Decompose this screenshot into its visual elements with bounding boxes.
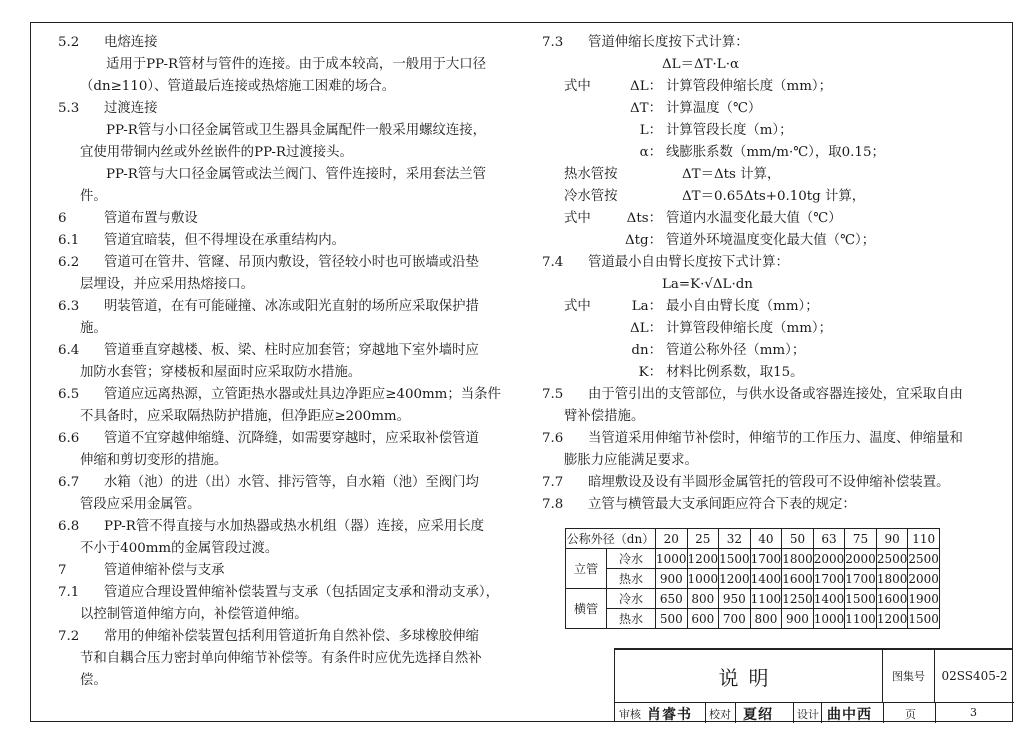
clause-text: 管道外环境温度变化最大值（℃）； [666, 233, 876, 248]
text-line [542, 230, 982, 252]
table-cell: 1400 [813, 589, 845, 609]
atlas-number: 02SS405-2 [941, 669, 1008, 683]
clause-text: 管道可在管井、管窿、吊顶内敷设，管径较小时也可嵌墙或沿垫 [104, 255, 479, 270]
table-cell: 950 [719, 589, 751, 609]
formula-case: ΔT＝0.65Δts+0.10tg 计算， [682, 189, 866, 204]
table-row [566, 609, 940, 629]
text-line [58, 32, 498, 54]
symbol: ΔL： [630, 79, 662, 94]
pipe-group: 横管 [566, 589, 607, 629]
text-line [542, 428, 982, 450]
clause-text: 常用的伸缩补偿装置包括利用管道折角自然补偿、多球橡胶伸缩 [104, 629, 479, 644]
formula-label: 冷水管按 [564, 189, 618, 204]
text-line [542, 208, 982, 230]
size-header: 50 [782, 529, 814, 549]
table-cell: 1000 [813, 609, 845, 629]
text-line [542, 164, 982, 186]
table-cell: 1500 [845, 589, 877, 609]
clause-text: 暗埋敷设及设有半圆形金属管托的管段可不设伸缩补偿装置。 [588, 475, 950, 490]
clause-number: 6.4 [58, 343, 80, 358]
clause-number: 5.2 [58, 35, 80, 50]
design-label: 设计 [797, 708, 819, 721]
text-line [58, 450, 498, 472]
page-number: 3 [970, 706, 977, 719]
clause-number: 7.4 [542, 255, 564, 270]
text-line [542, 142, 982, 164]
table-cell: 1600 [782, 569, 814, 589]
text-line [542, 98, 982, 120]
table-cell: 1100 [750, 589, 782, 609]
page-label: 页 [905, 708, 916, 721]
table-cell: 600 [687, 609, 719, 629]
text-line [542, 362, 982, 384]
clause-number: 7.3 [542, 35, 564, 50]
text-line [58, 208, 498, 230]
clause-text: 由于管引出的支管部位，与供水设备或容器连接处，宜采取自由 [588, 387, 963, 402]
formula-label: 式中 [564, 211, 591, 226]
clause-text: 计算温度（℃） [666, 101, 762, 116]
table-row [566, 549, 940, 569]
clause-text: 偿。 [80, 673, 107, 688]
clause-text: 管段应采用金属管。 [80, 497, 201, 512]
text-line [542, 340, 982, 362]
text-line [58, 76, 498, 98]
symbol: K： [638, 365, 662, 380]
symbol: dn： [631, 343, 662, 358]
clause-text: （dn≥110）、管道最后连接或热熔施工困难的场合。 [80, 79, 396, 94]
clause-text: 计算管段伸缩长度（mm）； [666, 321, 832, 336]
symbol: α： [639, 145, 662, 160]
size-header: 90 [876, 529, 908, 549]
clause-text: 计算管段长度（m）； [666, 123, 793, 138]
clause-text: 管道布置与敷设 [104, 211, 198, 226]
clause-text: 管道公称外径（mm）； [666, 343, 806, 358]
clause-number: 6.6 [58, 431, 80, 446]
clause-text: 宜使用带铜内丝或外丝嵌件的PP-R过渡接头。 [80, 145, 353, 160]
clause-number: 7.8 [542, 497, 564, 512]
clause-text: 管道伸缩补偿与支承 [104, 563, 225, 578]
text-line [542, 318, 982, 340]
table-cell: 1250 [782, 589, 814, 609]
text-line [58, 142, 498, 164]
text-line [58, 538, 498, 560]
clause-number: 6 [58, 211, 67, 226]
text-line [542, 54, 982, 76]
text-line [58, 648, 498, 670]
table-cell: 900 [782, 609, 814, 629]
size-header: 63 [813, 529, 845, 549]
formula: ΔL＝ΔT·L·α [662, 57, 740, 72]
text-line [58, 340, 498, 362]
table-cell: 1700 [845, 569, 877, 589]
clause-text: 适用于PP-R管材与管件的连接。由于成本较高，一般用于大口径 [106, 57, 487, 72]
clause-text: 施。 [80, 321, 107, 336]
table-cell: 1700 [750, 549, 782, 569]
review-signature: 肖睿书 [647, 707, 692, 723]
clause-number: 7.7 [542, 475, 564, 490]
symbol: Δtg： [624, 233, 662, 248]
clause-text: 材料比例系数，取15。 [666, 365, 804, 380]
support-spacing-table [565, 528, 940, 629]
text-line [58, 186, 498, 208]
table-cell: 900 [656, 569, 688, 589]
clause-number: 5.3 [58, 101, 80, 116]
text-line [58, 604, 498, 626]
symbol: L： [639, 123, 662, 138]
clause-text: 水箱（池）的进（出）水管、排污管等，自水箱（池）至阀门均 [104, 475, 479, 490]
clause-text: 管道应远离热源，立管距热水器或灶具边净距应≥400mm；当条件 [104, 387, 501, 402]
clause-text: 立管与横管最大支承间距应符合下表的规定： [588, 497, 856, 512]
text-line [58, 98, 498, 120]
text-line [58, 670, 498, 692]
text-line [58, 516, 498, 538]
table-cell: 2000 [908, 569, 940, 589]
text-line [58, 230, 498, 252]
table-cell: 1100 [845, 609, 877, 629]
text-line [542, 274, 982, 296]
size-header: 110 [908, 529, 940, 549]
text-line [58, 274, 498, 296]
size-header: 75 [845, 529, 877, 549]
table-cell: 1500 [719, 549, 751, 569]
text-line [542, 32, 982, 54]
clause-number: 7 [58, 563, 67, 578]
text-line [58, 318, 498, 340]
clause-text: 层埋设，并应采用热熔接口。 [80, 277, 255, 292]
clause-text: 最小自由臂长度（mm）； [666, 299, 819, 314]
formula-label: 式中 [564, 299, 591, 314]
clause-text: PP-R管与小口径金属管或卫生器具金属配件一般采用螺纹连接， [106, 123, 487, 138]
clause-number: 7.2 [58, 629, 80, 644]
text-line [58, 560, 498, 582]
water-type: 冷水 [607, 549, 656, 569]
clause-text: 管道最小自由臂长度按下式计算： [588, 255, 789, 270]
clause-text: 电熔连接 [104, 35, 158, 50]
pipe-group: 立管 [566, 549, 607, 589]
table-cell: 2500 [908, 549, 940, 569]
signature-row [615, 702, 1014, 722]
table-cell: 1700 [813, 569, 845, 589]
text-line [542, 76, 982, 98]
clause-text: PP-R管与大口径金属管或法兰阀门、管件连接时，采用套法兰管 [106, 167, 487, 182]
text-line [542, 472, 982, 494]
clause-number: 6.8 [58, 519, 80, 534]
water-type: 热水 [607, 569, 656, 589]
formula-label: 式中 [564, 79, 591, 94]
text-line [58, 384, 501, 406]
table-cell: 650 [656, 589, 688, 609]
clause-number: 6.7 [58, 475, 80, 490]
text-line [542, 120, 982, 142]
design-signature: 曲中西 [827, 707, 872, 723]
size-header: 20 [656, 529, 688, 549]
clause-text: 管道垂直穿越楼、板、梁、柱时应加套管；穿越地下室外墙时应 [104, 343, 479, 358]
formula-case: ΔT＝Δts 计算， [682, 167, 781, 182]
clause-number: 7.6 [542, 431, 564, 446]
table-cell: 1200 [719, 569, 751, 589]
sheet-title: 说明 [615, 650, 883, 702]
clause-text: 计算管段伸缩长度（mm）； [666, 79, 832, 94]
clause-text: 当管道采用伸缩节补偿时，伸缩节的工作压力、温度、伸缩量和 [588, 431, 963, 446]
title-block [614, 648, 1013, 722]
clause-text: 管道伸缩长度按下式计算： [588, 35, 749, 50]
clause-text: 膨胀力应能满足要求。 [564, 453, 698, 468]
clause-text: 件。 [80, 189, 107, 204]
clause-text: 臂补偿措施。 [564, 409, 645, 424]
text-line [542, 494, 982, 516]
clause-number: 6.1 [58, 233, 80, 248]
text-line [542, 450, 982, 472]
table-cell: 1400 [750, 569, 782, 589]
text-line [58, 472, 498, 494]
right-column [542, 32, 982, 516]
table-cell: 1900 [908, 589, 940, 609]
clause-text: 过渡连接 [104, 101, 158, 116]
clause-text: 伸缩和剪切变形的措施。 [80, 453, 228, 468]
table-cell: 500 [656, 609, 688, 629]
clause-text: 管道宜暗装，但不得埋设在承重结构内。 [104, 233, 346, 248]
text-line [58, 626, 498, 648]
text-line [542, 252, 982, 274]
clause-number: 6.3 [58, 299, 80, 314]
table-header-row [566, 529, 940, 549]
table-cell: 800 [687, 589, 719, 609]
check-signature: 夏绍 [743, 707, 773, 723]
table-row [566, 589, 940, 609]
clause-text: 管道应合理设置伸缩补偿装置与支承（包括固定支承和滑动支承）， [104, 585, 500, 600]
table-cell: 2500 [876, 549, 908, 569]
table-cell: 1000 [687, 569, 719, 589]
table-cell: 800 [750, 609, 782, 629]
text-line [58, 54, 498, 76]
size-header: 25 [687, 529, 719, 549]
formula-label: 热水管按 [564, 167, 618, 182]
clause-number: 7.5 [542, 387, 564, 402]
table-row [566, 569, 940, 589]
text-line [58, 252, 498, 274]
table-cell: 1200 [687, 549, 719, 569]
check-label: 校对 [709, 708, 731, 721]
water-type: 冷水 [607, 589, 656, 609]
clause-text: 以控制管道伸缩方向，补偿管道伸缩。 [80, 607, 308, 622]
text-line [58, 406, 498, 428]
review-label: 审核 [619, 708, 641, 721]
text-line [542, 296, 982, 318]
clause-number: 6.5 [58, 387, 80, 402]
text-line [58, 296, 498, 318]
table-cell: 1800 [876, 569, 908, 589]
symbol: La： [631, 299, 662, 314]
size-header: 32 [719, 529, 751, 549]
table-cell: 2000 [845, 549, 877, 569]
text-line [58, 120, 498, 142]
text-line [542, 384, 982, 406]
text-line [58, 494, 498, 516]
text-line [542, 406, 982, 428]
clause-text: 管道不宜穿越伸缩缝、沉降缝，如需要穿越时，应采取补偿管道 [104, 431, 479, 446]
table-cell: 1600 [876, 589, 908, 609]
clause-text: 线膨胀系数（mm/m·℃），取0.15； [666, 145, 885, 160]
atlas-number-label: 图集号 [883, 650, 935, 702]
water-type: 热水 [607, 609, 656, 629]
table-cell: 1500 [908, 609, 940, 629]
table-cell: 1200 [876, 609, 908, 629]
clause-number: 6.2 [58, 255, 80, 270]
size-header: 40 [750, 529, 782, 549]
clause-number: 7.1 [58, 585, 80, 600]
text-line [58, 428, 498, 450]
clause-text: 加防水套管；穿楼板和屋面时应采取防水措施。 [80, 365, 362, 380]
text-line [542, 186, 982, 208]
clause-text: 管道内水温变化最大值（℃） [666, 211, 842, 226]
table-cell: 1000 [656, 549, 688, 569]
text-line [58, 582, 498, 604]
symbol: ΔL： [630, 321, 662, 336]
left-column [58, 32, 501, 692]
clause-text: 不具备时，应采取隔热防护措施，但净距应≥200mm。 [80, 409, 410, 424]
text-line [58, 164, 498, 186]
formula: La=K·√ΔL·dn [662, 277, 753, 292]
clause-text: 明装管道，在有可能碰撞、冰冻或阳光直射的场所应采取保护措 [104, 299, 479, 314]
symbol: Δts： [626, 211, 662, 226]
clause-text: PP-R管不得直接与水加热器或热水机组（器）连接，应采用长度 [104, 519, 485, 534]
clause-text: 节和自耦合压力密封单向伸缩节补偿等。有条件时应优先选择自然补 [80, 651, 482, 666]
table-cell: 700 [719, 609, 751, 629]
table-cell: 1800 [782, 549, 814, 569]
clause-text: 不小于400mm的金属管段过渡。 [80, 541, 279, 556]
symbol: ΔT： [630, 101, 662, 116]
header-label: 公称外径（dn） [566, 529, 656, 549]
text-line [58, 362, 498, 384]
table-cell: 2000 [813, 549, 845, 569]
